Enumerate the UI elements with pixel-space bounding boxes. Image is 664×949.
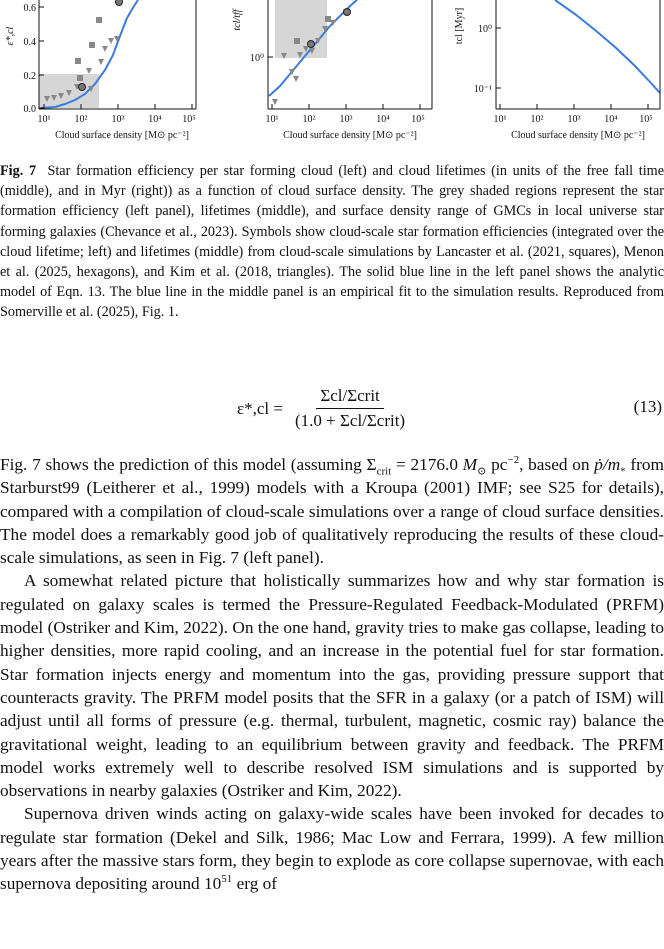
square-marker [294,38,300,44]
text-run: , based on [519,455,595,474]
equation-lhs: ε*,cl = [237,398,283,418]
paragraph-3: Supernova driven winds acting on galaxy-wide scales have been invoked for decades to regulate star formation (Dekel and Silk, 1986; Mac Low and Ferrara, 1999). A few million years after the massive stars form, they begin to explode as core collapse supernovae, with each supernova depositing around $10^{51}$ erg of [0,804,664,894]
x-tick-label: 10² [74,114,88,125]
paragraph-1: Fig. 7 shows the prediction of this model (assuming $\Sigma_{crit} = 2176.0$ $M_⊙$ $pc^{-2}$, based on $ṗ/m_*$ from Starburst99 (Leitherer et al., 1999) models with a Kroupa (2001) IMF; see S25 for details), compared with a compilation of cloud-scale simulations over a range of cloud surface densities. The model does a remarkably good job of qualitatively reproducing the results of these cloud-scale simulations, as seen in Fig. 7 (left panel). [0,454,664,568]
y-axis-label: tcl [Myr] [454,7,465,45]
x-tick-label: 10⁵ [411,114,425,125]
equation-numerator: Σcl/Σcrit [316,386,383,409]
square-marker [77,75,83,81]
y-tick-label: 10⁻¹ [473,84,492,95]
figure-7 [0,0,664,148]
triangle-marker [86,68,92,74]
triangle-marker [102,46,108,52]
panel-efficiency [5,0,196,141]
y-tick-label: 10⁰ [249,53,264,64]
square-marker [96,17,102,23]
equation-number: (13) [633,397,662,416]
x-tick-label: 10³ [567,114,581,125]
hexagon-marker [79,84,86,91]
figure-svg [0,0,664,148]
body-text [0,453,664,896]
triangle-marker [272,99,278,105]
text-run: Fig. 7 shows the prediction of this model (assuming Σ [0,455,377,474]
x-tick-label: 10⁴ [604,114,618,125]
y-axis-label: ε*,cl [5,26,16,46]
text-run: Supernova driven winds acting on galaxy-wide scales have been invoked for decades to regulate star formation (Dekel and Silk, 1986; Mac Low and Ferrara, 1999). A few million years after the massive stars form, they begin to explode as core collapse supernovae, with each supernova depositing around 10 [0,804,664,894]
x-tick-label: 10⁵ [639,114,653,125]
y-tick-label: 0.6 [23,3,36,14]
panel-lifetime-myr [454,0,660,141]
figure-caption [0,161,664,323]
y-axis-label: tcl/tff [232,9,243,31]
equation-body [237,386,409,431]
y-tick-label: 10⁰ [477,24,492,35]
x-tick-label: 10¹ [493,114,507,125]
x-tick-label: 10² [530,114,544,125]
shaded-region [275,0,327,58]
lifetime-curve [555,0,660,93]
x-axis-label: Cloud surface density [M⊙ pc⁻²] [283,130,417,141]
text-run: erg of [232,874,278,894]
panel-lifetime-freefall [232,0,432,141]
y-tick-label: 0.4 [23,37,36,48]
square-marker [75,58,81,64]
x-tick-label: 10⁴ [376,114,390,125]
x-axis-label: Cloud surface density [M⊙ pc⁻²] [55,130,189,141]
x-tick-label: 10³ [339,114,353,125]
x-tick-label: 10² [302,114,316,125]
caption-label: Fig. 7 [0,163,37,179]
hexagon-marker [344,9,351,16]
hexagon-marker [308,41,315,48]
x-tick-label: 10⁴ [148,114,162,125]
text-run: = 2176.0 [391,455,463,474]
text-run: pc [486,455,508,474]
paragraph-2: A somewhat related picture that holistically summarizes how and why star formation is regulated on galaxy scales is termed the Pressure-Regulated Feedback-Modulated (PRFM) model (Ostriker and Kim, 2022). On the one hand, gravity tries to make gas collapse, leading to higher densities, more rapid cooling, and an increase in the potential fuel for star formation. Star formation injects energy and momentum into the gas, providing pressure support that counteracts gravity. The PRFM model posits that the SFR in a galaxy (or a patch of ISM) will adjust until all forms of pressure (e.g. thermal, turbulent, magnetic, cosmic ray) balance the gravitational weight, leading to an equilibrium between gravity and feedback. The PRFM model works extremely well to describe resolved ISM simulations and is supported by observations in nearby galaxies (Ostriker and Kim, 2022). [0,571,664,801]
square-marker [89,42,95,48]
text-run: from Starburst99 (Leitherer et al., 1999) models with a Kroupa (2001) IMF; see S25 for details), compared with a compilation of cloud-scale simulations over a range of cloud surface densities. The model does a remarkably good job of qualitatively reproducing the results of these cloud-scale simulations, as seen in Fig. 7 (left panel). [0,455,664,568]
x-tick-label: 10³ [111,114,125,125]
equation-fraction [291,386,409,431]
square-marker [325,16,331,22]
x-tick-label: 10¹ [37,114,51,125]
triangle-marker [293,76,299,82]
equation-denominator: (1.0 + Σcl/Σcrit) [295,411,406,430]
x-tick-label: 10⁵ [182,114,196,125]
triangle-marker [98,59,104,65]
y-tick-label: 0.0 [23,104,36,115]
hexagon-marker [116,0,123,6]
triangle-marker [108,38,114,44]
y-tick-label: 0.2 [23,71,36,82]
x-axis-label: Cloud surface density [M⊙ pc⁻²] [511,130,645,141]
equation-13 [0,384,664,434]
caption-text: Star formation efficiency per star forming cloud (left) and cloud lifetimes (in units of the free fall time (middle), and in Myr (right)) as a function of cloud surface density. The grey shaded regions represent the star formation efficiency (left panel), lifetimes (middle), and surface density range of GMCs in local universe star forming galaxies (Chevance et al., 2023). Symbols show cloud-scale star formation efficiencies (integrated over the cloud lifetime; left) and lifetimes (middle) from cloud-scale simulations by Lancaster et al. (2021, squares), Menon et al. (2025, hexagons), and Kim et al. (2018, triangles). The solid blue line in the left panel shows the analytic model of Eqn. 13. The blue line in the middle panel is an empirical fit to the simulation results. Reproduced from Somerville et al. (2025), Fig. 1. [0,163,664,321]
x-tick-label: 10¹ [265,114,279,125]
